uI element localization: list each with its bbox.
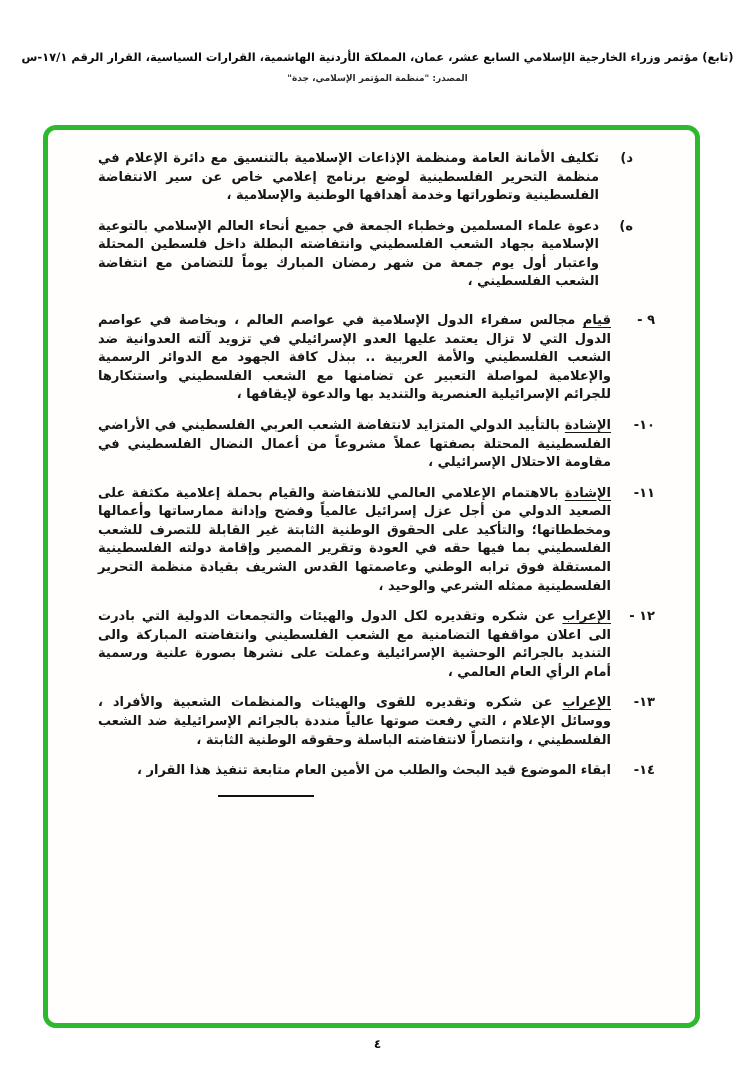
- list-item: [98, 150, 633, 206]
- list-item: [98, 312, 655, 405]
- item-marker: ١١-: [633, 485, 655, 501]
- list-item: [98, 762, 655, 781]
- item-lead-underlined: الإشادة: [564, 417, 611, 433]
- document-source-line: المصدر: "منظمة المؤتمر الإسلامي، جدة": [287, 74, 468, 84]
- list-item: [98, 218, 633, 292]
- item-body-text: عن شكره وتقديره لكل الدول والهيئات والتجمعات الدولية التي بادرت الى اعلان مواقفها التضامنية مع الشعب الفلسطيني وانتفاضته المباركة والى التنديد بالجرائم الوحشية الإسرائيلية وعملت على نشرها بصورة علنية ورسمية أمام الرأي العام العالمي ،: [98, 609, 611, 680]
- item-body-text: بالاهتمام الإعلامي العالمي للانتفاضة والقيام بحملة إعلامية مكثفة على الصعيد الدولي من أجل عزل إسرائيل عالمياً وفضح وإدانة ممارساتها وأعمالها ومخططاتها؛ والتأكيد على الحقوق الوطنية الثابتة غير القابلة للتصرف للشعب الفلسطيني بما فيها حقه في العودة وتقرير المصير وإقامة دولته الفلسطينية المستقلة فوق ترابه الوطني وعاصمتها القدس الشريف بقيادة منظمة التحرير الفلسطينية ممثله الشرعي والوحيد ،: [98, 485, 611, 594]
- item-text: [98, 218, 599, 292]
- item-text: [98, 608, 611, 682]
- item-lead-underlined: الإشادة: [564, 485, 611, 501]
- item-marker: ه): [619, 218, 633, 234]
- item-body-text: تكليف الأمانة العامة ومنظمة الإذاعات الإسلامية بالتنسيق مع دائرة الإعلام في منظمة التحرير الفلسطينية لوضع برنامج إعلامي خاص عن سير الانتفاضة الفلسطينية وتطوراتها وخدمة أهدافها الوطنية والإسلامية ،: [98, 151, 599, 204]
- item-lead-underlined: قيام: [582, 313, 611, 329]
- item-marker: د): [620, 151, 633, 166]
- numbered-items-list: [98, 312, 655, 781]
- item-text: [98, 312, 611, 405]
- item-text: [98, 485, 611, 596]
- item-marker: ١٠-: [633, 417, 655, 433]
- item-body-text: بالتأييد الدولي المتزايد لانتفاضة الشعب العربي الفلسطيني في الأراضي الفلسطينية المحتلة بصفتها عملاً مشروعاً من أعمال النضال الفلسطيني في مقاومة الاحتلال الإسرائيلي ،: [98, 417, 611, 471]
- item-marker: ١٢ -: [629, 609, 655, 625]
- item-lead-underlined: الإعراب: [562, 609, 611, 625]
- list-item: [98, 485, 655, 596]
- list-item: [98, 608, 655, 682]
- list-item: [98, 417, 655, 473]
- end-of-text-rule: [218, 795, 314, 797]
- item-marker: ١٤-: [633, 763, 655, 779]
- item-body-text: مجالس سفراء الدول الإسلامية في عواصم العالم ، وبخاصة في عواصم الدول التي لا تزال يعتمد عليها العدو الإسرائيلي في تزويد آلته العدوانية ضد الشعب الفلسطيني والأمة العربية .. ببذل كافة الجهود مع الدوائر الرسمية والإعلامية لمواصلة التعبير عن تضامنها مع الشعب الفلسطيني واستنكارها للجرائم الإسرائيلية العنصرية والتنديد بها والدعوة لإيقافها ،: [98, 313, 611, 403]
- sub-items-list: [98, 150, 655, 292]
- item-text: [98, 150, 599, 206]
- document-header-title: (تابع) مؤتمر وزراء الخارجية الإسلامي السابع عشر، عمان، المملكة الأردنية الهاشمية، القرارات السياسية، القرار الرقم ١٧/١-س: [21, 50, 734, 64]
- item-text: [98, 762, 611, 781]
- page-number: ٤: [373, 1037, 382, 1051]
- document-body: [98, 150, 655, 1011]
- item-body-text: ابقاء الموضوع قيد البحث والطلب من الأمين العام متابعة تنفيذ هذا القرار ،: [137, 763, 611, 779]
- item-text: [98, 417, 611, 473]
- list-item: [98, 694, 655, 750]
- item-marker: ٩ -: [637, 313, 655, 329]
- item-body-text: دعوة علماء المسلمين وخطباء الجمعة في جميع أنحاء العالم الإسلامي بالتوعية الإسلامية بجهاد الشعب الفلسطيني وانتفاضته البطلة داخل فلسطين المحتلة واعتبار أول يوم جمعة من شهر رمضان المبارك يوماً للتضامن مع انتفاضة الشعب الفلسطيني ،: [98, 218, 599, 290]
- item-body-text: عن شكره وتقديره للقوى والهيئات والمنظمات الشعبية والأفراد ، ووسائل الإعلام ، التي رفعت صوتها عالياً منددة بالجرائم الإسرائيلية ضد الشعب الفلسطيني ، وانتصاراً لانتفاضته الباسلة وحقوقه الوطنية الثابتة ،: [98, 695, 611, 748]
- highlight-border-box: [43, 125, 700, 1028]
- item-lead-underlined: الإعراب: [562, 695, 611, 711]
- item-text: [98, 694, 611, 750]
- item-marker: ١٣-: [633, 695, 655, 711]
